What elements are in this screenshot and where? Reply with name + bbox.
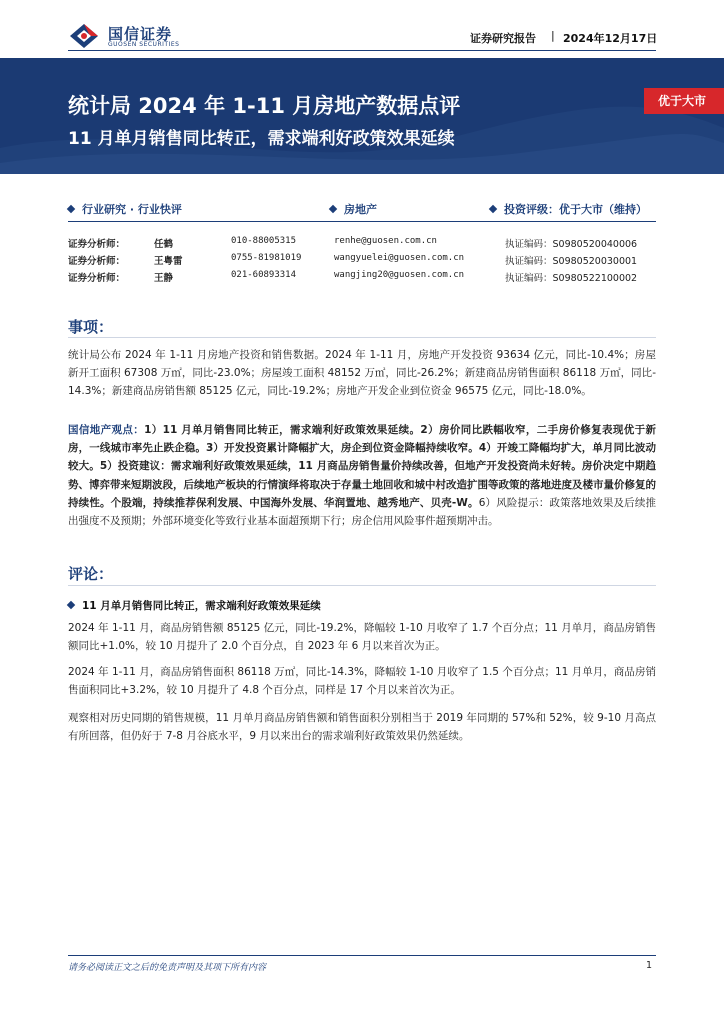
viewpoint-label: 国信地产观点： — [68, 424, 145, 436]
analyst-email[interactable]: wangjing20@guosen.com.cn — [334, 270, 465, 280]
logo-chinese-name: 国信证券 — [108, 25, 173, 43]
report-title: 统计局 2024 年 1-11 月房地产数据点评 — [68, 94, 461, 118]
report-date: 2024年12月17日 — [563, 32, 658, 45]
diamond-bullet-icon — [67, 205, 75, 213]
header-divider — [68, 50, 656, 51]
meta-divider — [68, 221, 656, 222]
comment-subheading — [68, 598, 321, 613]
analyst-phone: 0755-81981019 — [231, 253, 302, 263]
analyst-cert: 执证编码：S0980520040006 — [505, 239, 638, 250]
title-banner — [0, 58, 724, 174]
analyst-cert: 执证编码：S0980520030001 — [505, 256, 638, 267]
logo-english-name: GUOSEN SECURITIES — [108, 41, 180, 48]
guosen-logo-icon — [68, 22, 100, 50]
company-logo — [68, 22, 218, 52]
viewpoint-paragraph — [68, 421, 656, 530]
viewpoint-key-points: 1）11 月单月销售同比转正，需求端利好政策效果延续。2）房价同比跌幅收窄，二手房价修复表现优于新房，一线城市率先止跌企稳。3）开发投资累计降幅扩大，房企到位资金降幅持续收窄。4）开竣工降幅均扩大，单月同比波动较大。5）投资建议：需求端利好政策效果延续，11 月商品房销售量价持续改善，但地产开发投资尚未好转。房价决定中期趋势、博弈带来短期波段，后续地产板块的行情演绎将取决于存量土地回收和城中村改造扩围等政策的落地进度及楼市量价修复的持续性。个股端，持续推荐保利发展、中国海外发展、华润置地、越秀地产、贝壳-W。 — [68, 424, 656, 509]
section-divider — [68, 585, 656, 586]
analyst-phone: 021-60893314 — [231, 270, 297, 280]
meta-rating — [490, 201, 647, 217]
diamond-bullet-icon — [67, 601, 75, 609]
viewpoint-risk-warning: 6）风险提示：政策落地效果及后续推出强度不及预期；外部环境变化等致行业基本面超预期下行；房企信用风险事件超预期冲击。 — [68, 496, 656, 528]
analyst-label: 证券分析师： — [68, 256, 126, 267]
meta-rating-text: 投资评级：优于大市（维持） — [504, 203, 647, 216]
comment-paragraph: 2024 年 1-11 月，商品房销售额 85125 亿元，同比-19.2%，降幅较 1-10 月收窄了 1.7 个百分点；11 月单月，商品房销售额同比+1.0%，较 10 月提升了 2.0 个百分点，自 2023 年 6 月以来首次为正。 — [68, 622, 656, 653]
comment-paragraph: 2024 年 1-11 月，商品房销售面积 86118 万㎡，同比-14.3%，降幅较 1-10 月收窄了 1.5 个百分点；11 月单月，商品房销售面积同比+3.2%，较 10 月提升了 4.8 个百分点，同样是 17 个月以来首次为正。 — [68, 666, 656, 697]
section-divider — [68, 337, 656, 338]
analyst-email[interactable]: renhe@guosen.com.cn — [334, 236, 437, 246]
meta-category-text: 行业研究 · 行业快评 — [82, 203, 182, 216]
events-paragraph: 统计局公布 2024 年 1-11 月房地产投资和销售数据。2024 年 1-11 月，房地产开发投资 93634 亿元，同比-10.4%；房屋新开工面积 67308 万㎡，同比-23.0%；房屋竣工面积 48152 万㎡，同比-26.2%；新建商品房销售面积 86118 万㎡，同比-14.3%；新建商品房销售额 85125 亿元，同比-19.2%；房地产开发企业到位资金 96575 亿元，同比-18.0%。 — [68, 349, 656, 398]
section-title-comment: 评论： — [68, 565, 114, 583]
diamond-bullet-icon — [489, 205, 497, 213]
analyst-email[interactable]: wangyuelei@guosen.com.cn — [334, 253, 465, 263]
analyst-name: 任鹤 — [154, 239, 174, 250]
footer-disclaimer: 请务必阅读正文之后的免责声明及其项下所有内容 — [68, 963, 267, 973]
analyst-name: 王粤雷 — [154, 256, 183, 267]
meta-industry — [330, 201, 377, 217]
header-separator: | — [551, 29, 555, 42]
analyst-name: 王静 — [154, 273, 174, 284]
comment-subheading-text: 11 月单月销售同比转正，需求端利好政策效果延续 — [82, 600, 321, 612]
meta-category — [68, 201, 182, 217]
page-number: 1 — [646, 960, 653, 971]
rating-badge: 优于大市 — [644, 88, 724, 114]
analyst-label: 证券分析师： — [68, 273, 126, 284]
report-type: 证券研究报告 — [470, 32, 536, 45]
report-subtitle: 11 月单月销售同比转正，需求端利好政策效果延续 — [68, 129, 455, 149]
footer-divider — [68, 955, 656, 956]
analyst-cert: 执证编码：S0980522100002 — [505, 273, 638, 284]
meta-industry-text: 房地产 — [344, 203, 377, 216]
section-title-events: 事项： — [68, 318, 114, 336]
comment-paragraph: 观察相对历史同期的销售规模，11 月单月商品房销售额和销售面积分别相当于 2019 年同期的 57%和 52%，较 9-10 月高点有所回落，但仍好于 7-8 月谷底水平，9 月以来出台的需求端利好政策效果仍然延续。 — [68, 712, 656, 743]
analyst-label: 证券分析师： — [68, 239, 126, 250]
diamond-bullet-icon — [329, 205, 337, 213]
analyst-phone: 010-88005315 — [231, 236, 297, 246]
